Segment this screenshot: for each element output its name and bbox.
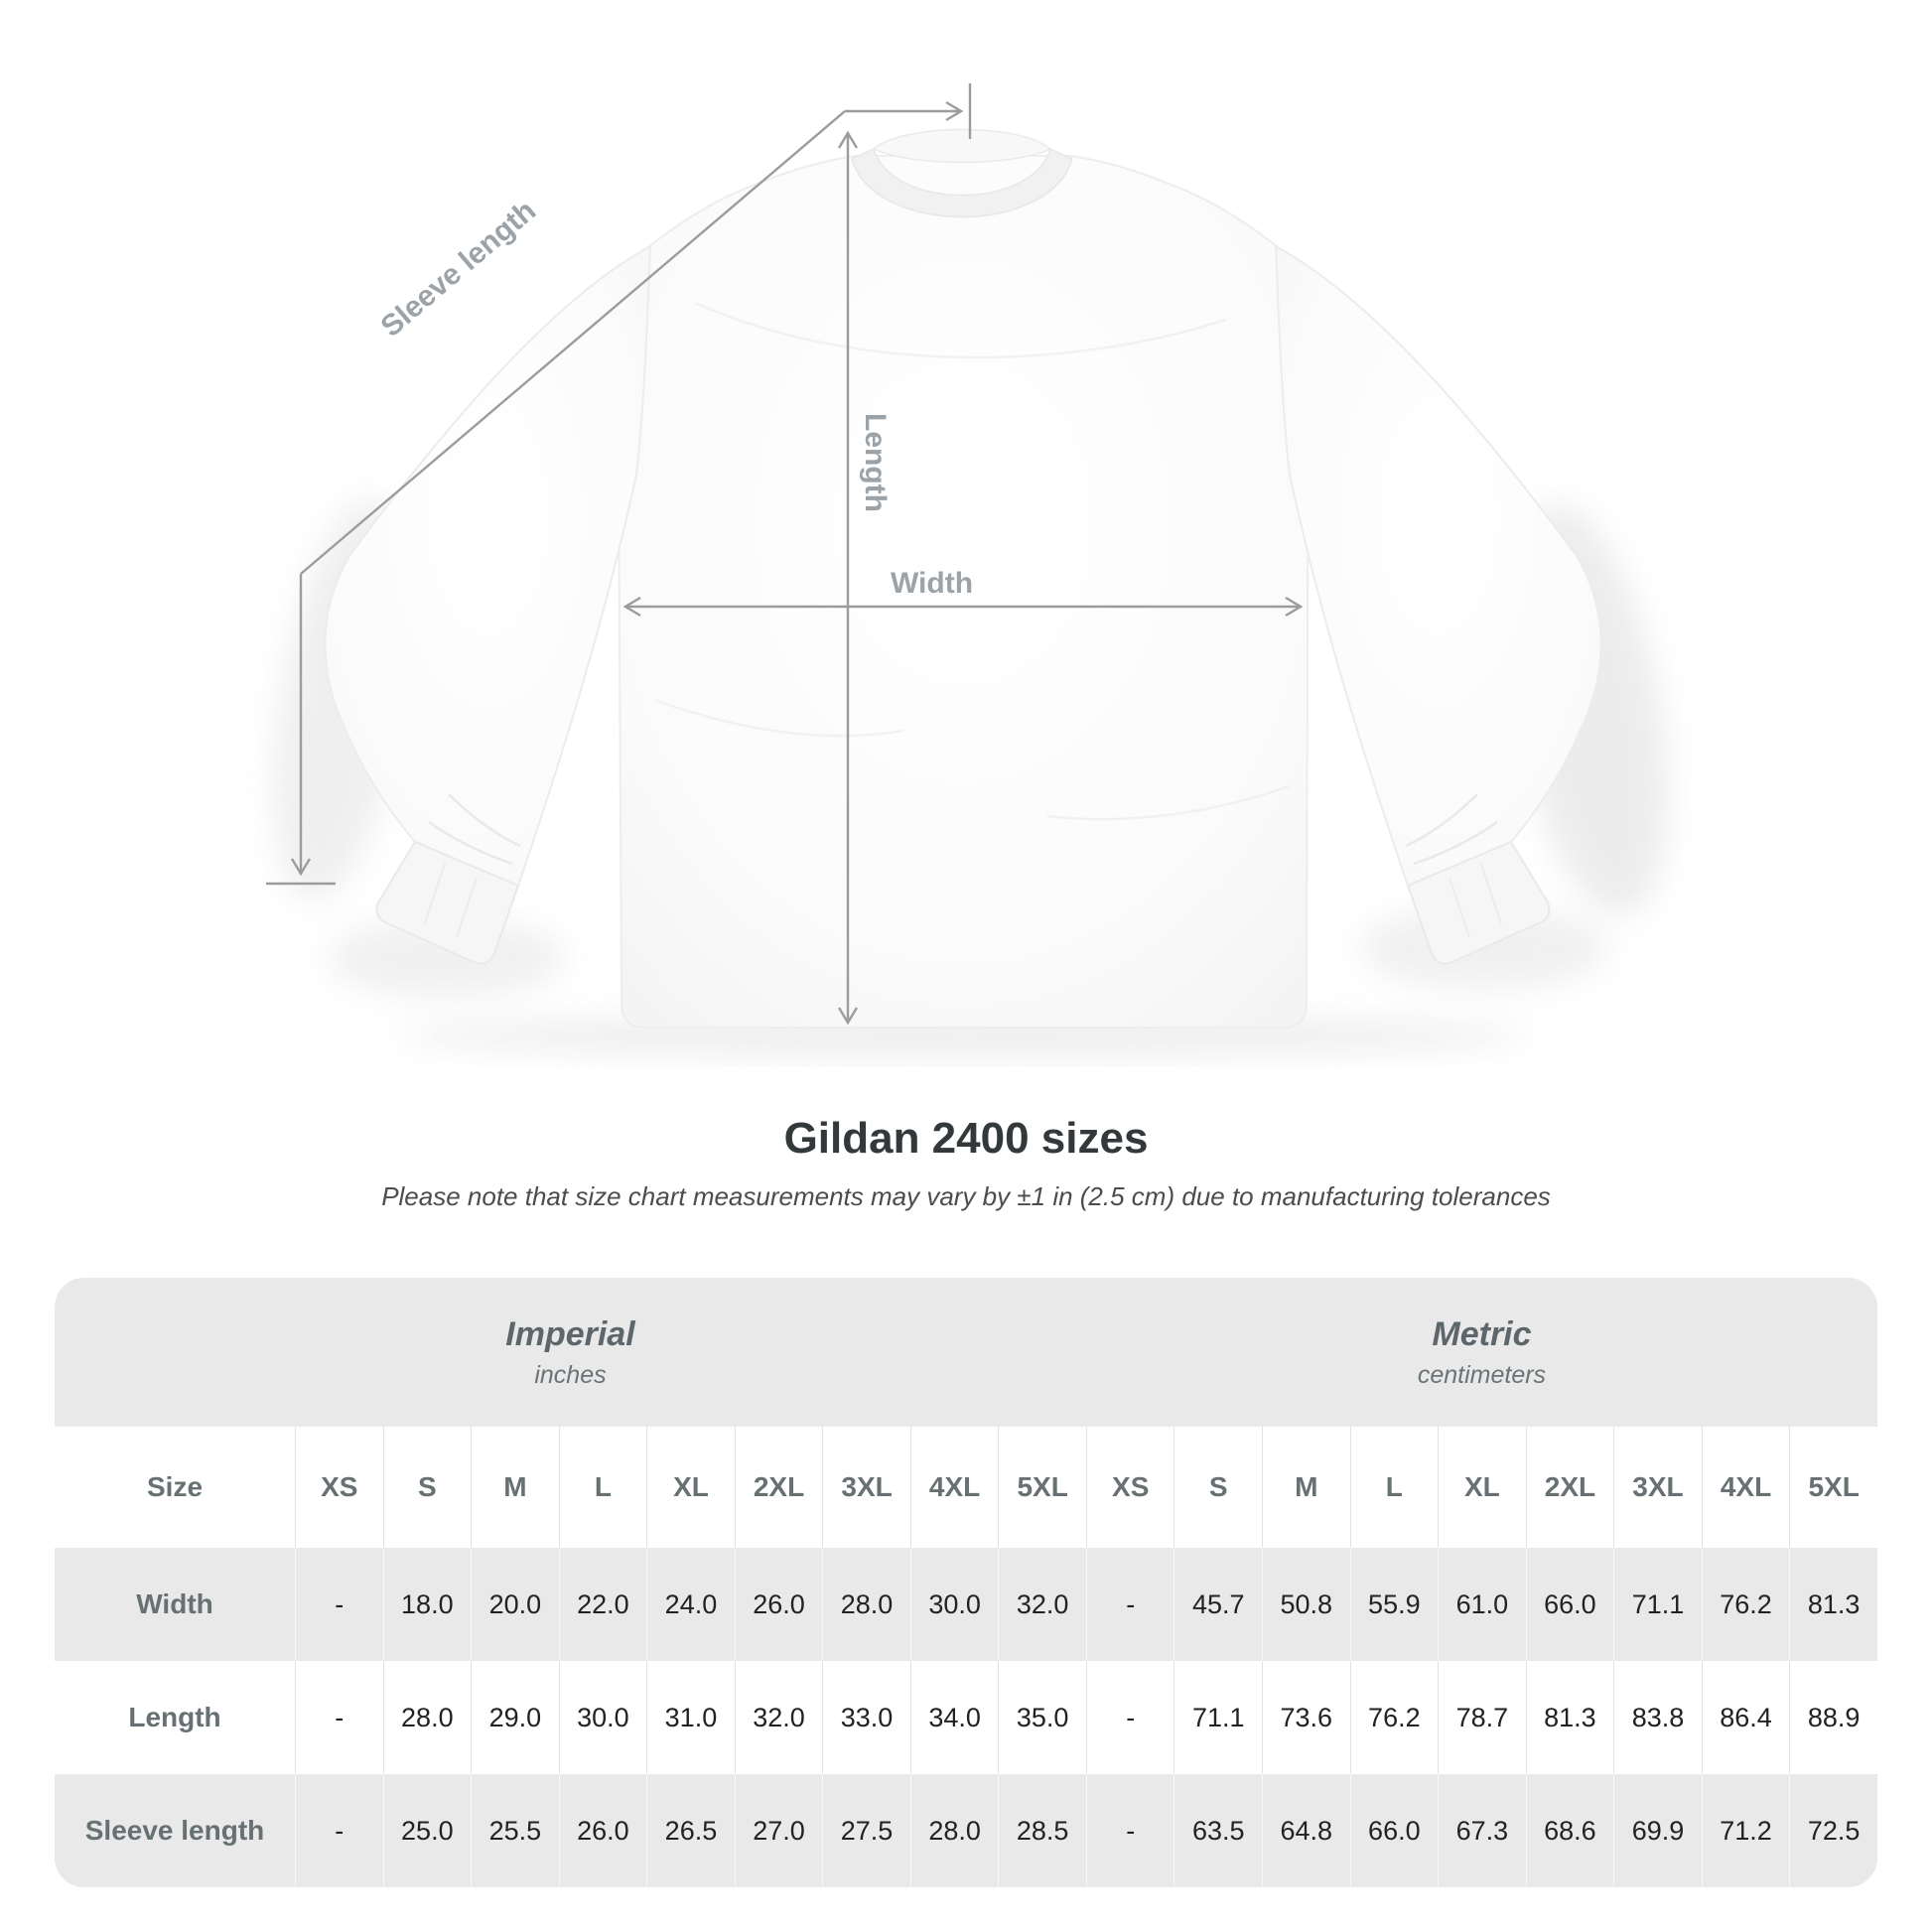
value-cell: 66.0 — [1526, 1548, 1614, 1661]
value-cell: - — [1086, 1548, 1174, 1661]
size-header-row — [55, 1427, 1877, 1548]
value-cell: 30.0 — [910, 1548, 999, 1661]
value-cell: 25.0 — [383, 1774, 472, 1887]
value-cell: - — [295, 1774, 383, 1887]
value-cell: 18.0 — [383, 1548, 472, 1661]
size-header-cell: 2XL — [1526, 1427, 1614, 1548]
unit-group-metric — [1086, 1278, 1877, 1427]
right-sleeve — [1276, 246, 1601, 964]
left-sleeve — [325, 246, 650, 964]
value-cell: - — [1086, 1661, 1174, 1774]
value-cell: 73.6 — [1262, 1661, 1350, 1774]
value-cell: - — [1086, 1774, 1174, 1887]
size-header-cell: XL — [646, 1427, 735, 1548]
page-title: Gildan 2400 sizes — [783, 1114, 1149, 1163]
value-cell: 88.9 — [1789, 1661, 1877, 1774]
value-cell: 32.0 — [998, 1548, 1086, 1661]
value-cell: - — [295, 1661, 383, 1774]
value-cell: 71.1 — [1613, 1548, 1702, 1661]
size-header-cell: 2XL — [735, 1427, 823, 1548]
value-cell: 26.0 — [735, 1548, 823, 1661]
size-header-cell: S — [1173, 1427, 1262, 1548]
value-cell: 28.5 — [998, 1774, 1086, 1887]
value-cell: 63.5 — [1173, 1774, 1262, 1887]
value-cell: 45.7 — [1173, 1548, 1262, 1661]
unit-group-imperial-name: Imperial — [505, 1315, 635, 1353]
value-cell: 27.0 — [735, 1774, 823, 1887]
value-cell: 32.0 — [735, 1661, 823, 1774]
unit-group-metric-name: Metric — [1432, 1315, 1532, 1353]
value-cell: 28.0 — [822, 1548, 910, 1661]
value-cell: 50.8 — [1262, 1548, 1350, 1661]
sleeve-length-label: Sleeve length — [374, 194, 543, 345]
value-cell: 26.5 — [646, 1774, 735, 1887]
row-label: Sleeve length — [55, 1774, 295, 1887]
value-cell: 24.0 — [646, 1548, 735, 1661]
value-cell: - — [295, 1548, 383, 1661]
value-cell: 76.2 — [1350, 1661, 1439, 1774]
value-cell: 27.5 — [822, 1774, 910, 1887]
value-cell: 81.3 — [1789, 1548, 1877, 1661]
value-cell: 33.0 — [822, 1661, 910, 1774]
size-header-cell: S — [383, 1427, 472, 1548]
size-header-cell: XS — [295, 1427, 383, 1548]
value-cell: 30.0 — [559, 1661, 647, 1774]
value-cell: 25.5 — [471, 1774, 559, 1887]
size-table-panel — [55, 1278, 1877, 1887]
size-header-cell: 4XL — [910, 1427, 999, 1548]
value-cell: 55.9 — [1350, 1548, 1439, 1661]
value-cell: 81.3 — [1526, 1661, 1614, 1774]
size-table — [55, 1278, 1877, 1887]
unit-group-imperial-unit: inches — [534, 1361, 607, 1389]
table-row-width — [55, 1548, 1877, 1661]
value-cell: 28.0 — [910, 1774, 999, 1887]
value-cell: 64.8 — [1262, 1774, 1350, 1887]
width-label: Width — [891, 567, 974, 600]
value-cell: 78.7 — [1438, 1661, 1526, 1774]
value-cell: 66.0 — [1350, 1774, 1439, 1887]
size-header-cell: L — [559, 1427, 647, 1548]
size-header-cell: L — [1350, 1427, 1439, 1548]
value-cell: 35.0 — [998, 1661, 1086, 1774]
unit-group-imperial — [55, 1278, 1086, 1427]
size-header-cell: 5XL — [1789, 1427, 1877, 1548]
value-cell: 22.0 — [559, 1548, 647, 1661]
size-header-cell: M — [1262, 1427, 1350, 1548]
size-header-cell: XS — [1086, 1427, 1174, 1548]
value-cell: 71.1 — [1173, 1661, 1262, 1774]
value-cell: 28.0 — [383, 1661, 472, 1774]
page-subtitle: Please note that size chart measurements may vary by ±1 in (2.5 cm) due to manufacturing tolerances — [381, 1181, 1551, 1211]
unit-group-metric-unit: centimeters — [1417, 1361, 1547, 1389]
collar-back — [874, 130, 1050, 163]
value-cell: 69.9 — [1613, 1774, 1702, 1887]
size-header-cell: 5XL — [998, 1427, 1086, 1548]
size-header-cell: 4XL — [1702, 1427, 1790, 1548]
value-cell: 31.0 — [646, 1661, 735, 1774]
value-cell: 68.6 — [1526, 1774, 1614, 1887]
table-row-sleeve-length — [55, 1774, 1877, 1887]
length-label: Length — [859, 413, 892, 512]
value-cell: 76.2 — [1702, 1548, 1790, 1661]
value-cell: 83.8 — [1613, 1661, 1702, 1774]
value-cell: 67.3 — [1438, 1774, 1526, 1887]
title-block — [0, 1113, 1932, 1212]
row-label: Width — [55, 1548, 295, 1661]
size-column-header: Size — [55, 1427, 295, 1548]
size-header-cell: XL — [1438, 1427, 1526, 1548]
size-header-cell: M — [471, 1427, 559, 1548]
value-cell: 34.0 — [910, 1661, 999, 1774]
value-cell: 20.0 — [471, 1548, 559, 1661]
value-cell: 71.2 — [1702, 1774, 1790, 1887]
size-header-cell: 3XL — [822, 1427, 910, 1548]
value-cell: 26.0 — [559, 1774, 647, 1887]
row-label: Length — [55, 1661, 295, 1774]
value-cell: 86.4 — [1702, 1661, 1790, 1774]
value-cell: 61.0 — [1438, 1548, 1526, 1661]
size-header-cell: 3XL — [1613, 1427, 1702, 1548]
value-cell: 29.0 — [471, 1661, 559, 1774]
table-row-length — [55, 1661, 1877, 1774]
value-cell: 72.5 — [1789, 1774, 1877, 1887]
unit-header-row — [55, 1278, 1877, 1427]
